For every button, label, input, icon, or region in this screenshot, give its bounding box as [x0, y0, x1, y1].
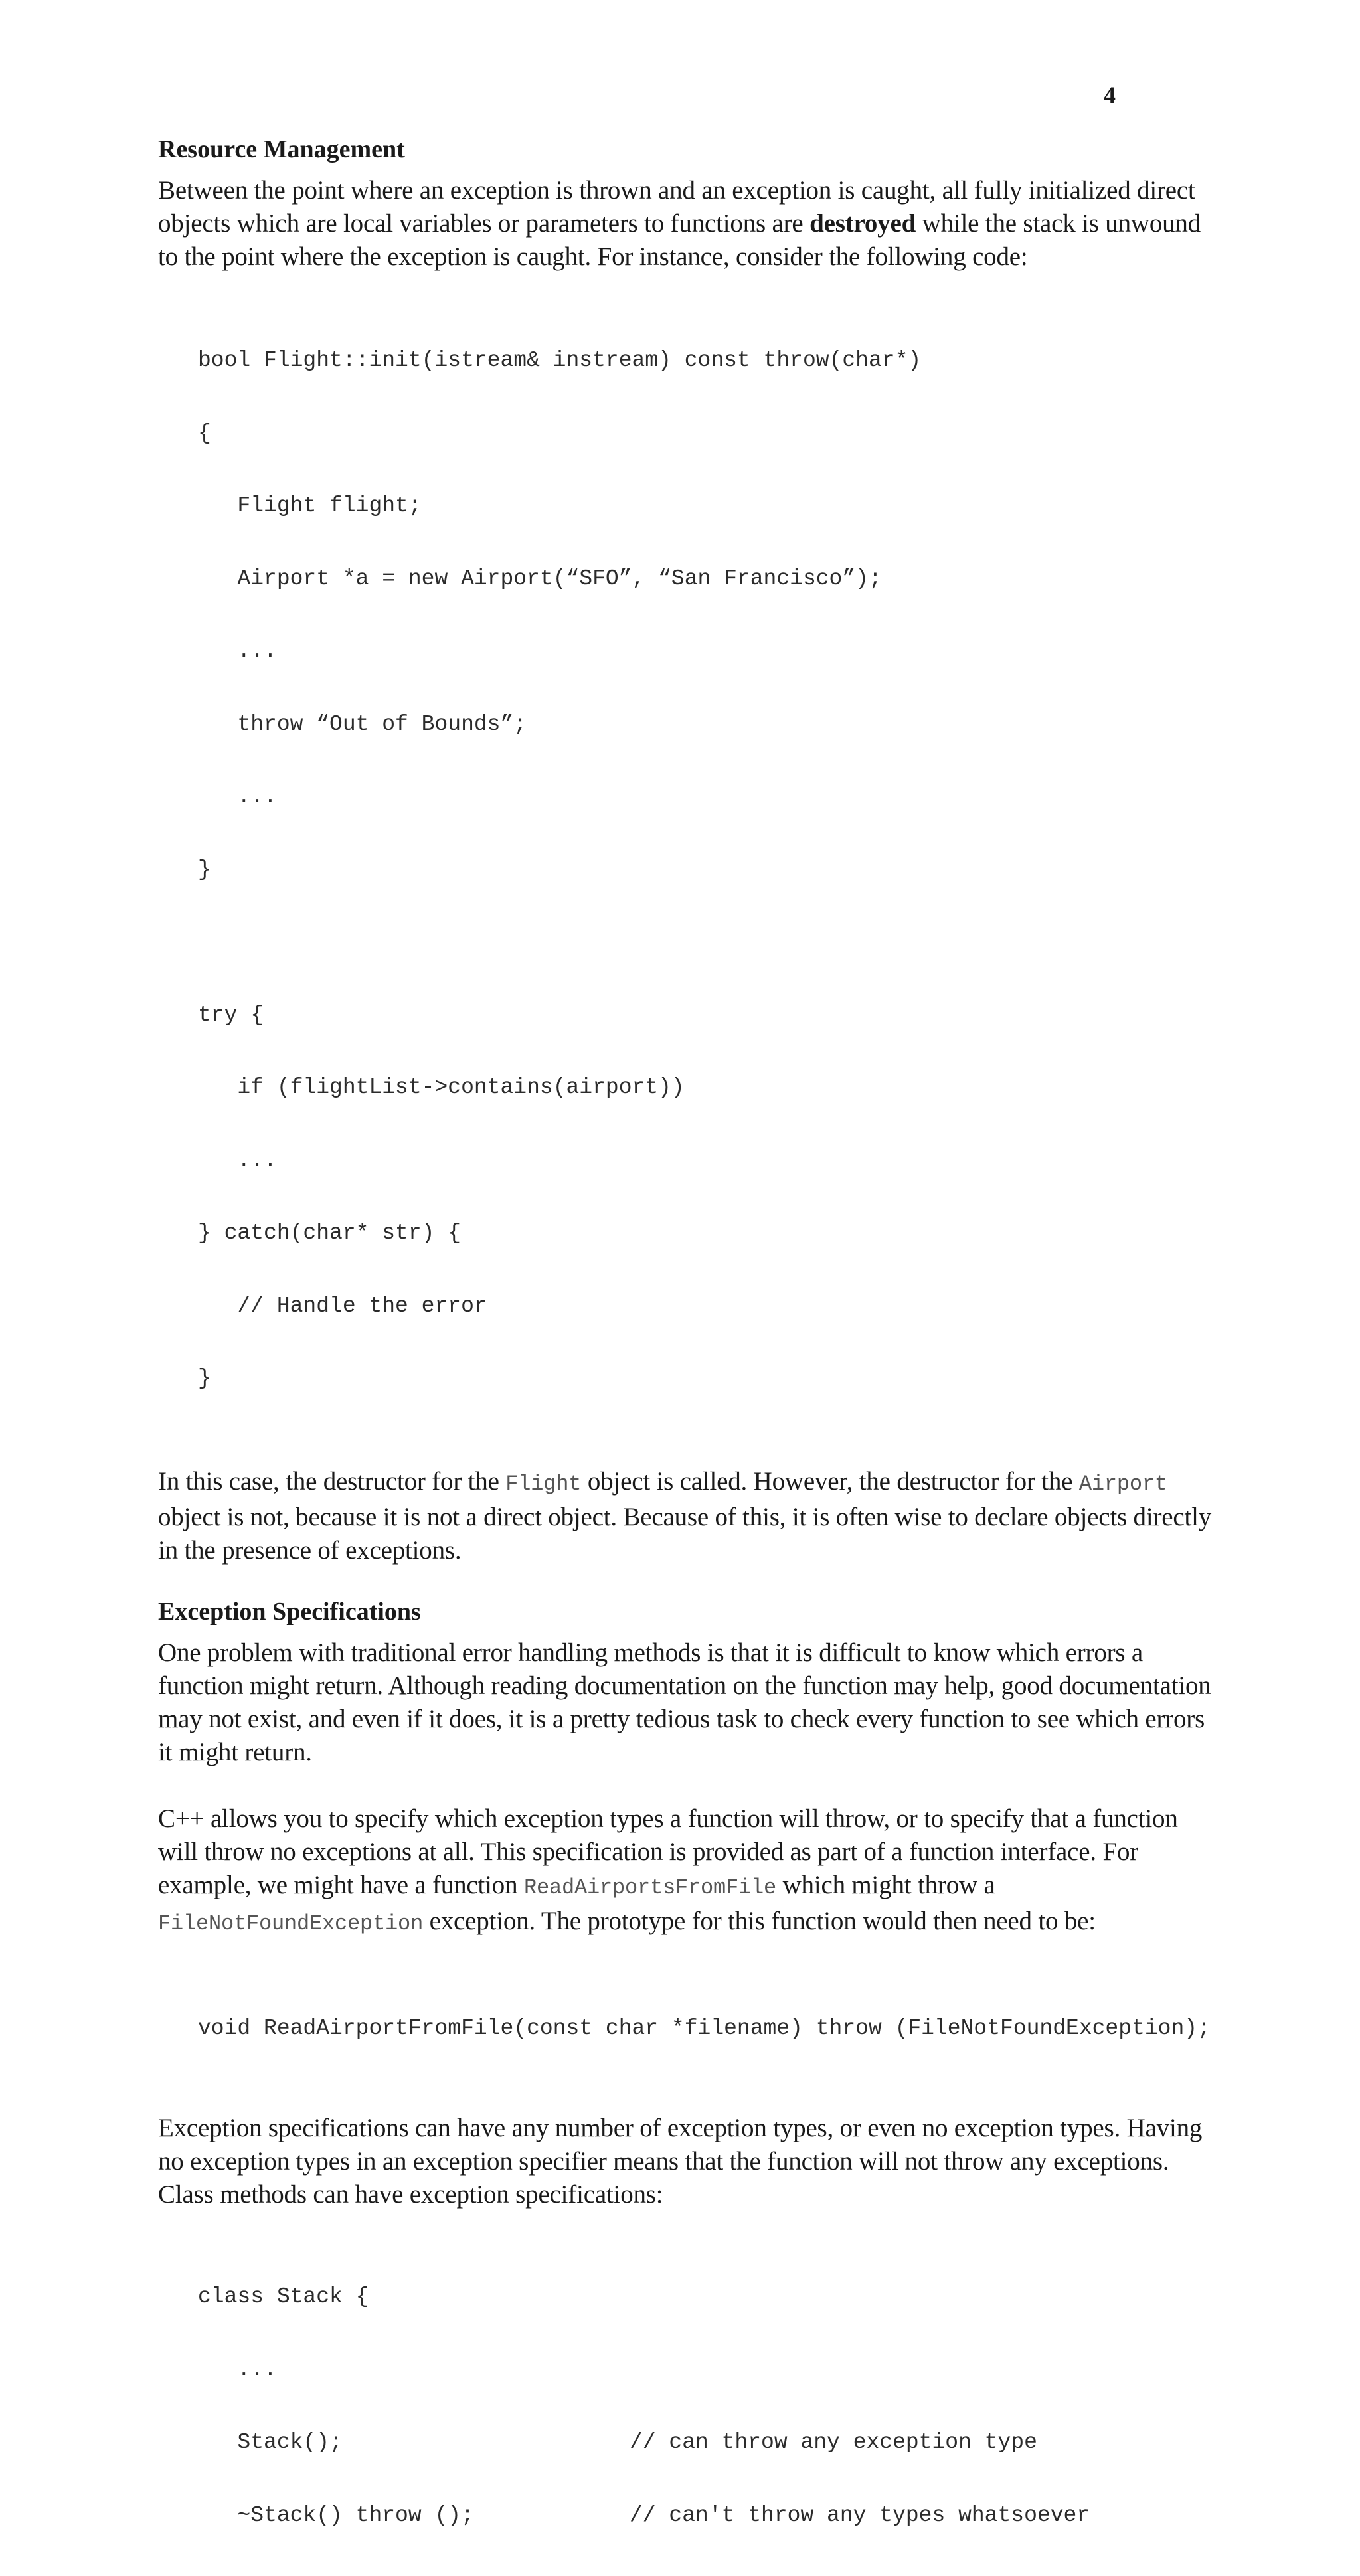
code-line: bool Flight::init(istream& instream) const throw(char*) — [198, 348, 922, 373]
code-line: void ReadAirportFromFile(const char *filename) throw (FileNotFoundException); — [198, 2016, 1211, 2041]
code-text: ... — [198, 2357, 277, 2382]
heading-exception-specifications: Exception Specifications — [158, 1597, 421, 1626]
bold-term-destroyed: destroyed — [809, 209, 916, 238]
code-line — [198, 930, 1221, 955]
page-number: 4 — [1104, 82, 1116, 108]
paragraph-specify-exceptions — [158, 1802, 1221, 1940]
paragraph-error-handling-problem: One problem with traditional error handling methods is that it is difficult to know which errors a function might return. Although reading documentation on the function may help, good documentation may not exist, and even if it does, it is a pretty tedious task to check every function to see which errors it might return. — [158, 1638, 1211, 1766]
code-line: try { — [198, 1002, 264, 1027]
code-line: Flight flight; — [198, 493, 422, 518]
code-line: { — [198, 420, 211, 446]
paragraph-destructor-note — [158, 1465, 1221, 1567]
code-line — [198, 2285, 1221, 2310]
text-segment: object is not, because it is not a direct object. Because of this, it is often wise to declare objects directly in the presence of exceptions. — [158, 1502, 1212, 1565]
code-block-stack-class — [158, 2237, 1221, 2576]
code-comment: // can throw any exception type — [630, 2430, 1037, 2454]
text-segment: Between the point where an exception is thrown and an exception is caught, all fully initialized direct objects which are local variables or parameters to functions are — [158, 176, 1195, 238]
text-segment: In this case, the destructor for the — [158, 1466, 506, 1496]
code-line — [198, 2504, 1221, 2528]
paragraph-resource-intro — [158, 174, 1221, 274]
code-text: class Stack { — [198, 2284, 369, 2309]
text-segment: which might throw a — [776, 1870, 995, 1899]
code-line: Airport *a = new Airport(“SFO”, “San Francisco”); — [198, 566, 882, 591]
code-line: } — [198, 1366, 211, 1391]
text-segment: while the stack is unwound to the point where the exception is caught. For instance, consider the following code: — [158, 209, 1201, 271]
code-line: } catch(char* str) { — [198, 1221, 462, 1245]
inline-code-read-airports: ReadAirportsFromFile — [523, 1875, 777, 1900]
code-line: throw “Out of Bounds”; — [198, 711, 527, 736]
code-text: ~Stack() throw (); — [198, 2502, 474, 2528]
code-line: if (flightList->contains(airport)) — [198, 1075, 685, 1100]
inline-code-flight: Flight — [505, 1471, 582, 1496]
paragraph-specification-counts: Exception specifications can have any number of exception types, or even no exception types. Having no exception types in an exception specifier means that the function will not throw any exceptions. Class methods can have exception specifications: — [158, 2114, 1203, 2209]
inline-code-airport: Airport — [1078, 1471, 1167, 1496]
code-line: } — [198, 857, 211, 882]
inline-code-file-not-found: FileNotFoundException — [158, 1911, 424, 1936]
text-segment: exception. The prototype for this function would then need to be: — [423, 1906, 1096, 1935]
code-line — [198, 2358, 1221, 2383]
code-text: Stack(); — [198, 2430, 343, 2454]
text-segment: C++ allows you to specify which exception types a function will throw, or to specify that a function will throw no exceptions at all. This specification is provided as part of a function interface. For example, we might have a function — [158, 1804, 1178, 1899]
code-block-prototype — [158, 1968, 1221, 2090]
code-line: ... — [198, 1148, 277, 1173]
heading-resource-management: Resource Management — [158, 135, 405, 163]
code-line — [198, 2431, 1221, 2455]
code-comment: // can't throw any types whatsoever — [630, 2502, 1090, 2528]
document-body — [158, 133, 1221, 2576]
code-line: // Handle the error — [198, 1293, 487, 1318]
code-line: ... — [198, 784, 277, 809]
code-line: ... — [198, 639, 277, 663]
code-block-flight-init — [158, 300, 1221, 1440]
text-segment: object is called. However, the destructor for the — [581, 1466, 1079, 1496]
